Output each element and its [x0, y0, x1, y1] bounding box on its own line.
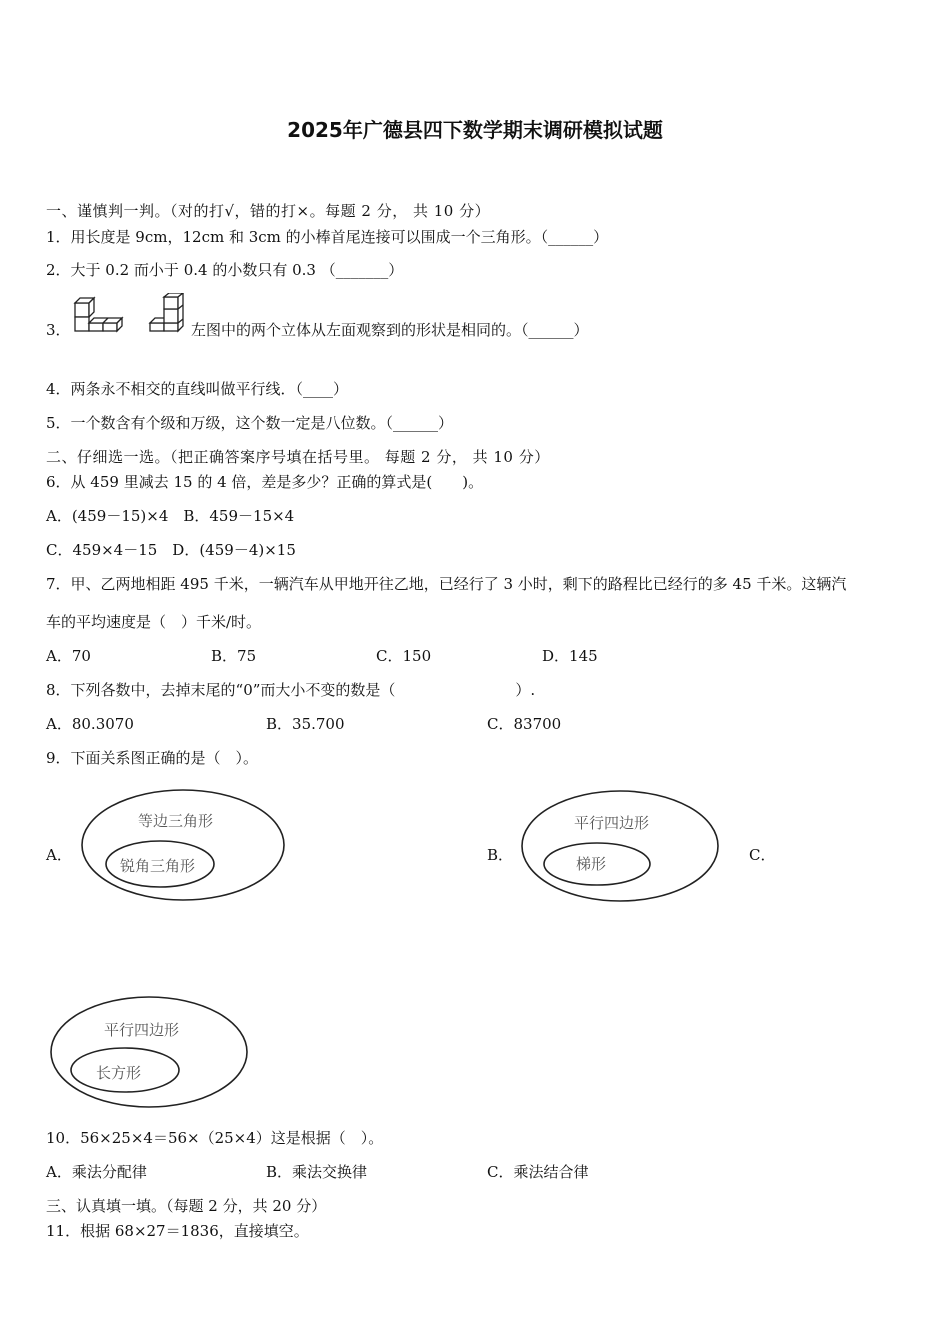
question-5: 5．一个数含有个级和万级，这个数一定是八位数。（______） — [46, 414, 454, 432]
venn-diagram-c — [48, 995, 250, 1113]
question-10-option-a: A．乘法分配律 — [46, 1163, 147, 1181]
venn-c-inner-label: 长方形 — [96, 1064, 142, 1082]
question-7-line-1: 7．甲、乙两地相距 495 千米，一辆汽车从甲地开往乙地，已经行了 3 小时，剩下的路程比已经行的多 45 千米。这辆汽 — [46, 575, 847, 593]
question-7-option-b: B．75 — [211, 647, 257, 665]
venn-a-outer-label: 等边三角形 — [138, 812, 214, 830]
question-1: 1．用长度是 9cm，12cm 和 3cm 的小棒首尾连接可以围成一个三角形。（______） — [46, 228, 609, 246]
question-8-option-a: A．80.3070 — [46, 715, 134, 733]
question-8-option-c: C．83700 — [487, 715, 562, 733]
section-2-heading: 二、仔细选一选。（把正确答案序号填在括号里。 每题 2 分， 共 10 分） — [46, 448, 550, 466]
page-title: 2025年广德县四下数学期末调研模拟试题 — [287, 118, 663, 142]
question-7-option-d: D．145 — [542, 647, 598, 665]
question-10: 10．56×25×4＝56×（25×4）这是根据（ ）。 — [46, 1129, 384, 1147]
question-9-option-c: C． — [749, 846, 776, 864]
question-7-option-c: C．150 — [376, 647, 432, 665]
question-7-line-2: 车的平均速度是（ ）千米/时。 — [46, 613, 262, 631]
question-10-option-b: B．乘法交换律 — [266, 1163, 368, 1181]
question-10-option-c: C．乘法结合律 — [487, 1163, 589, 1181]
section-1-heading: 一、谨慎判一判。（对的打√，错的打×。每题 2 分， 共 10 分） — [46, 202, 491, 220]
question-6: 6．从 459 里减去 15 的 4 倍，差是多少？正确的算式是( )。 — [46, 473, 484, 491]
question-7-option-a: A．70 — [46, 647, 91, 665]
question-3-number: 3． — [46, 321, 71, 339]
question-6-options-ab: A．(459－15)×4 B．459－15×4 — [46, 507, 295, 525]
venn-b-outer-label: 平行四边形 — [574, 814, 650, 832]
question-8-option-b: B．35.700 — [266, 715, 345, 733]
section-3-heading: 三、认真填一填。（每题 2 分，共 20 分） — [46, 1197, 327, 1215]
venn-c-outer-label: 平行四边形 — [104, 1021, 180, 1039]
venn-diagram-b — [519, 788, 721, 906]
question-3-text: 左图中的两个立体从左面观察到的形状是相同的。（______） — [191, 321, 589, 339]
venn-diagram-a — [80, 787, 288, 905]
question-9-option-b: B． — [487, 846, 514, 864]
question-4: 4．两条永不相交的直线叫做平行线．（____） — [46, 380, 349, 398]
question-9: 9．下面关系图正确的是（ ）。 — [46, 749, 259, 767]
question-6-options-cd: C．459×4－15 D．(459－4)×15 — [46, 541, 296, 559]
cube-figures-icon — [72, 293, 190, 341]
question-9-option-a: A． — [46, 846, 72, 864]
question-11: 11．根据 68×27＝1836，直接填空。 — [46, 1222, 309, 1240]
venn-b-inner-label: 梯形 — [576, 855, 607, 873]
question-2: 2．大于 0.2 而小于 0.4 的小数只有 0.3 （_______） — [46, 261, 404, 279]
question-8: 8．下列各数中，去掉末尾的“0”而大小不变的数是（ ）. — [46, 681, 536, 699]
venn-a-inner-label: 锐角三角形 — [120, 857, 196, 875]
